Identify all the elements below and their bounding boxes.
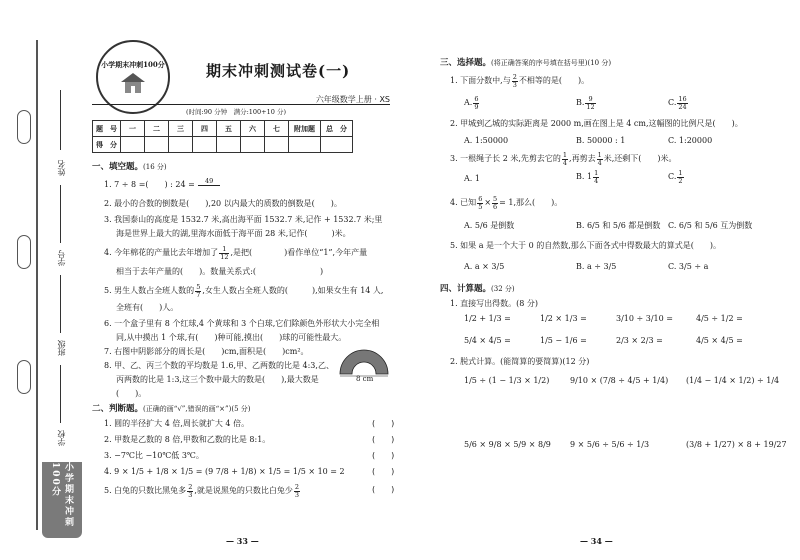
choice-5: 5. 如果 a 是一个大于 0 的自然数,那么下面各式中得数最大的算式是( )。 bbox=[450, 241, 721, 250]
section-score: (5 分) bbox=[231, 405, 251, 413]
score-header-cell: 总 分 bbox=[321, 121, 353, 137]
q5-num: 5 bbox=[196, 283, 201, 291]
section-score: (10 分) bbox=[587, 59, 612, 67]
score-cell[interactable] bbox=[321, 137, 353, 153]
question-6a: 6. 一个盒子里有 8 个红球,4 个黄球和 3 个白球,它们除颜色外形状大小完全相 bbox=[104, 319, 380, 328]
score-header-cell: 二 bbox=[145, 121, 169, 137]
calc-step-item[interactable]: 5/6 × 9/8 × 5/9 × 8/9 bbox=[464, 440, 551, 449]
section-choice bbox=[440, 56, 611, 68]
j5-text-post: ,就是说黑兔的只数比白兔少 bbox=[194, 486, 293, 495]
option-num: 16 bbox=[678, 95, 687, 103]
j5-den-2: 3 bbox=[294, 490, 300, 499]
q1-numerator: 49 bbox=[198, 178, 220, 186]
score-cell[interactable] bbox=[169, 137, 193, 153]
question-1 bbox=[104, 178, 221, 192]
c4-option-b[interactable]: B. 6/5 和 5/6 都是倒数 bbox=[576, 221, 661, 230]
c1-option-c[interactable] bbox=[668, 96, 689, 110]
school-line bbox=[60, 365, 61, 423]
choice-3 bbox=[450, 152, 677, 166]
c5-option-a[interactable]: A. a × 3/5 bbox=[464, 262, 505, 271]
q1-fraction bbox=[198, 178, 220, 192]
c3-den-1: 4 bbox=[562, 158, 568, 167]
option-fraction bbox=[593, 170, 599, 184]
question-7: 7. 右图中阴影部分的周长是( )cm,面积是( )cm²。 bbox=[104, 347, 309, 356]
q5-text-post: ,女生人数占全班人数的( ),如果女生有 14 人, bbox=[202, 286, 384, 295]
judge-1: 1. 圆的半径扩大 4 倍,周长就扩大 4 倍。 bbox=[104, 419, 250, 428]
option-label: A. bbox=[464, 98, 473, 107]
c4-option-a[interactable]: A. 5/6 是倒数 bbox=[464, 221, 515, 230]
question-8b: 丙两数的比是 1:3,这三个数中最大的数是( ),最大数是 bbox=[116, 375, 319, 384]
option-label: C. bbox=[668, 172, 677, 181]
c3-num-1: 1 bbox=[562, 151, 568, 159]
id-label: 学号 bbox=[57, 250, 66, 266]
calc-step-item[interactable]: (3/8 + 1/27) × 8 + 19/27 bbox=[686, 440, 787, 449]
score-row-label: 得 分 bbox=[93, 137, 121, 153]
calc-step-item[interactable]: (1/4 − 1/4 × 1/2) ÷ 1/4 bbox=[686, 376, 780, 385]
calc-item[interactable]: 1/5 − 1/6 = bbox=[540, 336, 587, 345]
score-table bbox=[92, 120, 353, 153]
c1-option-b[interactable] bbox=[576, 96, 597, 110]
right-page bbox=[400, 0, 800, 560]
option-fraction bbox=[677, 170, 683, 184]
series-logo bbox=[96, 40, 170, 114]
option-den: 2 bbox=[678, 176, 683, 185]
option-fraction bbox=[585, 96, 595, 110]
question-4b: 相当于去年产量的( )。数量关系式:( ) bbox=[116, 267, 324, 276]
section-title: 一、填空题。 bbox=[92, 162, 144, 172]
score-header-cell: 三 bbox=[169, 121, 193, 137]
calc-step-item[interactable]: 9/10 × (7/8 ÷ 4/5 + 1/4) bbox=[570, 376, 669, 385]
c3-text-mid: ,再剪去 bbox=[569, 154, 596, 163]
c1-option-a[interactable] bbox=[464, 96, 480, 110]
score-cell[interactable] bbox=[145, 137, 169, 153]
logo-text: 小学期末冲刺100分 bbox=[101, 60, 165, 69]
calc-item[interactable]: 4/5 ÷ 1/2 = bbox=[696, 314, 743, 323]
calc-1-title: 1. 直接写出得数。(8 分) bbox=[450, 299, 539, 308]
c3-fraction-2 bbox=[597, 152, 603, 166]
judge-2: 2. 甲数是乙数的 8 倍,甲数和乙数的比是 8:1。 bbox=[104, 435, 271, 444]
option-num: 1 bbox=[678, 169, 683, 177]
section-score: (16 分) bbox=[143, 163, 167, 171]
question-2: 2. 最小的合数的倒数是( ),20 以内最大的质数的倒数是( )。 bbox=[104, 199, 342, 208]
calc-step-item[interactable]: 1/5 ÷ (1 − 1/3 × 1/2) bbox=[464, 376, 550, 385]
calc-item[interactable]: 4/5 × 4/5 = bbox=[696, 336, 743, 345]
calc-step-item[interactable]: 9 × 5/6 ÷ 5/6 ÷ 1/3 bbox=[570, 440, 650, 449]
c5-option-c[interactable]: C. 3/5 ÷ a bbox=[668, 262, 709, 271]
option-fraction bbox=[473, 96, 479, 110]
c1-num: 2 bbox=[512, 73, 517, 81]
page-title: 期末冲刺测试卷(一) bbox=[206, 62, 351, 80]
question-3a: 3. 我国泰山的高度是 1532.7 米,高出海平面 1532.7 米,记作 + 1532.7 米;里 bbox=[104, 215, 383, 224]
calc-2-title: 2. 脱式计算。(能简算的要简算)(12 分) bbox=[450, 357, 590, 366]
score-cell[interactable] bbox=[121, 137, 145, 153]
q5-fraction bbox=[195, 284, 201, 298]
score-cell[interactable] bbox=[241, 137, 265, 153]
section-title: 二、判断题。 bbox=[92, 404, 144, 414]
c2-option-b[interactable]: B. 50000 : 1 bbox=[576, 136, 626, 145]
name-line bbox=[60, 90, 61, 150]
score-cell[interactable] bbox=[289, 137, 321, 153]
class-label: 班级 bbox=[57, 340, 66, 356]
question-5a bbox=[104, 284, 383, 298]
option-den: 24 bbox=[678, 102, 687, 111]
question-3b: 海是世界上最大的湖,里海水面低于海平面 28 米,记作( )米。 bbox=[116, 229, 351, 238]
section-note: (将正确答案的序号填在括号里) bbox=[491, 59, 588, 67]
name-label: 姓名 bbox=[57, 160, 66, 176]
option-label: B. 1 bbox=[576, 172, 593, 181]
c1-fraction bbox=[512, 74, 518, 88]
j5-text: 5. 白兔的只数比黑兔多 bbox=[104, 486, 187, 495]
binding-hole bbox=[17, 110, 31, 144]
choice-1 bbox=[450, 74, 589, 88]
j5-fraction-2 bbox=[294, 484, 300, 498]
calc-item[interactable]: 3/10 ÷ 3/10 = bbox=[616, 314, 673, 323]
q4-text-post: ,是把( )看作单位“1”,今年产量 bbox=[230, 248, 368, 257]
j5-num-2: 2 bbox=[294, 483, 300, 491]
c2-option-c[interactable]: C. 1:20000 bbox=[668, 136, 713, 145]
time-line: (时间:90 分钟 满分:100+10 分) bbox=[186, 108, 286, 116]
j4-expr: × 1/5 + 1/8 × 1/5 = (9 7/8 + 1/8) × 1/5 = 1/5 × 10 = 2 bbox=[121, 467, 345, 476]
binding-hole bbox=[17, 235, 31, 269]
c4-text: 4. 已知 bbox=[450, 198, 477, 207]
q4-text: 4. 今年棉花的产量比去年增加了 bbox=[104, 248, 219, 257]
question-6b: 同,从中摸出 1 个球,有( )种可能,摸出( )球的可能性最大。 bbox=[116, 333, 347, 342]
section-true-false bbox=[92, 402, 250, 414]
c1-text-post: 不相等的是( )。 bbox=[518, 76, 590, 85]
c4-fraction-1: $\frac{6}{5}$ bbox=[478, 195, 483, 211]
c4-text-post: = 1,那么( )。 bbox=[499, 198, 563, 207]
judge-4 bbox=[104, 466, 345, 477]
series-tab: 小学期末冲刺100分 bbox=[42, 462, 82, 538]
q5-text: 5. 男生人数占全班人数的 bbox=[104, 286, 195, 295]
answer-paren[interactable]: ( ) bbox=[372, 435, 395, 444]
score-cell[interactable] bbox=[265, 137, 289, 153]
choice-2: 2. 甲城到乙城的实际距离是 2000 m,画在图上是 4 cm,这幅图的比例尺是( )。 bbox=[450, 119, 743, 128]
figure-label: 8 cm bbox=[356, 375, 374, 383]
judge-5 bbox=[104, 484, 301, 498]
c3-den-2: 4 bbox=[597, 158, 602, 167]
question-5b: 全班有( )人。 bbox=[116, 303, 179, 312]
grade-subtitle: 六年级数学上册 · XS bbox=[315, 95, 390, 104]
c3-num-2: 1 bbox=[597, 151, 602, 159]
c4-option-c[interactable]: C. 6/5 和 5/6 互为倒数 bbox=[668, 221, 753, 230]
j4-pre: 4. 9 bbox=[104, 467, 120, 476]
c3-text: 3. 一根绳子长 2 米,先剪去它的 bbox=[450, 154, 561, 163]
calc-item[interactable]: 2/3 × 2/3 = bbox=[616, 336, 663, 345]
question-8a: 8. 甲、乙、丙三个数的平均数是 1.6,甲、乙两数的比是 4:3,乙、 bbox=[104, 361, 334, 370]
option-fraction bbox=[677, 96, 687, 110]
section-title: 四、计算题。 bbox=[440, 284, 492, 294]
binding-gutter bbox=[36, 40, 38, 530]
section-score: (32 分) bbox=[491, 285, 515, 293]
score-header-cell: 四 bbox=[193, 121, 217, 137]
class-line bbox=[60, 275, 61, 333]
option-num: 6 bbox=[474, 95, 479, 103]
c3-text-post: 米,还剩下( )米。 bbox=[603, 154, 677, 163]
j5-num: 2 bbox=[188, 483, 193, 491]
score-header-cell: 题 号 bbox=[93, 121, 121, 137]
score-header-cell: 五 bbox=[217, 121, 241, 137]
section-fill-in bbox=[92, 160, 167, 172]
c3-option-b[interactable] bbox=[576, 170, 600, 184]
option-label: C. bbox=[668, 98, 677, 107]
answer-paren[interactable]: ( ) bbox=[372, 419, 395, 428]
score-cell[interactable] bbox=[193, 137, 217, 153]
page-number: — 34 — bbox=[580, 536, 613, 546]
score-header-cell: 七 bbox=[265, 121, 289, 137]
binding-hole bbox=[17, 360, 31, 394]
section-title: 三、选择题。 bbox=[440, 58, 492, 68]
option-num: 1 bbox=[594, 169, 599, 177]
score-header-cell: 附加题 bbox=[289, 121, 321, 137]
c5-option-b[interactable]: B. a ÷ 3/5 bbox=[576, 262, 617, 271]
c1-den: 3 bbox=[512, 80, 517, 89]
house-icon bbox=[120, 72, 146, 94]
option-den: 4 bbox=[594, 176, 599, 185]
option-den: 9 bbox=[474, 102, 479, 111]
calc-item[interactable]: 5/4 × 4/5 = bbox=[464, 336, 511, 345]
score-header-cell: 一 bbox=[121, 121, 145, 137]
j5-fraction bbox=[187, 484, 193, 498]
score-header-cell: 六 bbox=[241, 121, 265, 137]
q1-denominator-blank[interactable] bbox=[198, 186, 220, 193]
answer-paren[interactable]: ( ) bbox=[372, 451, 395, 460]
calc-item[interactable]: 1/2 + 1/3 = bbox=[464, 314, 511, 323]
section-calculation bbox=[440, 282, 515, 294]
id-line bbox=[60, 185, 61, 243]
option-label: B. bbox=[576, 98, 585, 107]
j5-den: 3 bbox=[188, 490, 193, 499]
calc-item[interactable]: 1/2 × 1/3 = bbox=[540, 314, 587, 323]
page-number: — 33 — bbox=[226, 536, 259, 546]
section-note: (正确的画“√”,错误的画“×”) bbox=[143, 405, 232, 413]
c3-option-c[interactable] bbox=[668, 170, 685, 184]
judge-3: 3. −7℃比 −10℃低 3℃。 bbox=[104, 451, 204, 460]
q4-den: 12 bbox=[220, 252, 229, 261]
option-num: 9 bbox=[585, 96, 595, 104]
choice-4: 4. 已知 $\frac{6}{5}$ × $\frac{5}{6}$ = 1,那么( )。 bbox=[450, 195, 563, 211]
c1-text: 1. 下面分数中,与 bbox=[450, 76, 511, 85]
divider bbox=[92, 104, 390, 105]
q4-num: 1 bbox=[219, 246, 229, 254]
q4-fraction bbox=[219, 246, 229, 260]
c2-option-a[interactable]: A. 1:50000 bbox=[464, 136, 509, 145]
c4-fraction-2: $\frac{5}{6}$ bbox=[493, 195, 498, 211]
q1-text: 1. 7 ÷ 8 =( ) : 24 = bbox=[104, 180, 195, 189]
q5-den: 7 bbox=[196, 290, 201, 299]
c3-fraction-1 bbox=[562, 152, 568, 166]
option-den: 12 bbox=[586, 102, 595, 111]
score-cell[interactable] bbox=[217, 137, 241, 153]
question-8c: ( )。 bbox=[116, 389, 147, 398]
c3-option-a[interactable]: A. 1 bbox=[464, 174, 480, 183]
school-label: 学校 bbox=[57, 430, 66, 446]
answer-paren[interactable]: ( ) bbox=[372, 467, 395, 476]
answer-paren[interactable]: ( ) bbox=[372, 485, 395, 494]
question-4a bbox=[104, 246, 367, 260]
